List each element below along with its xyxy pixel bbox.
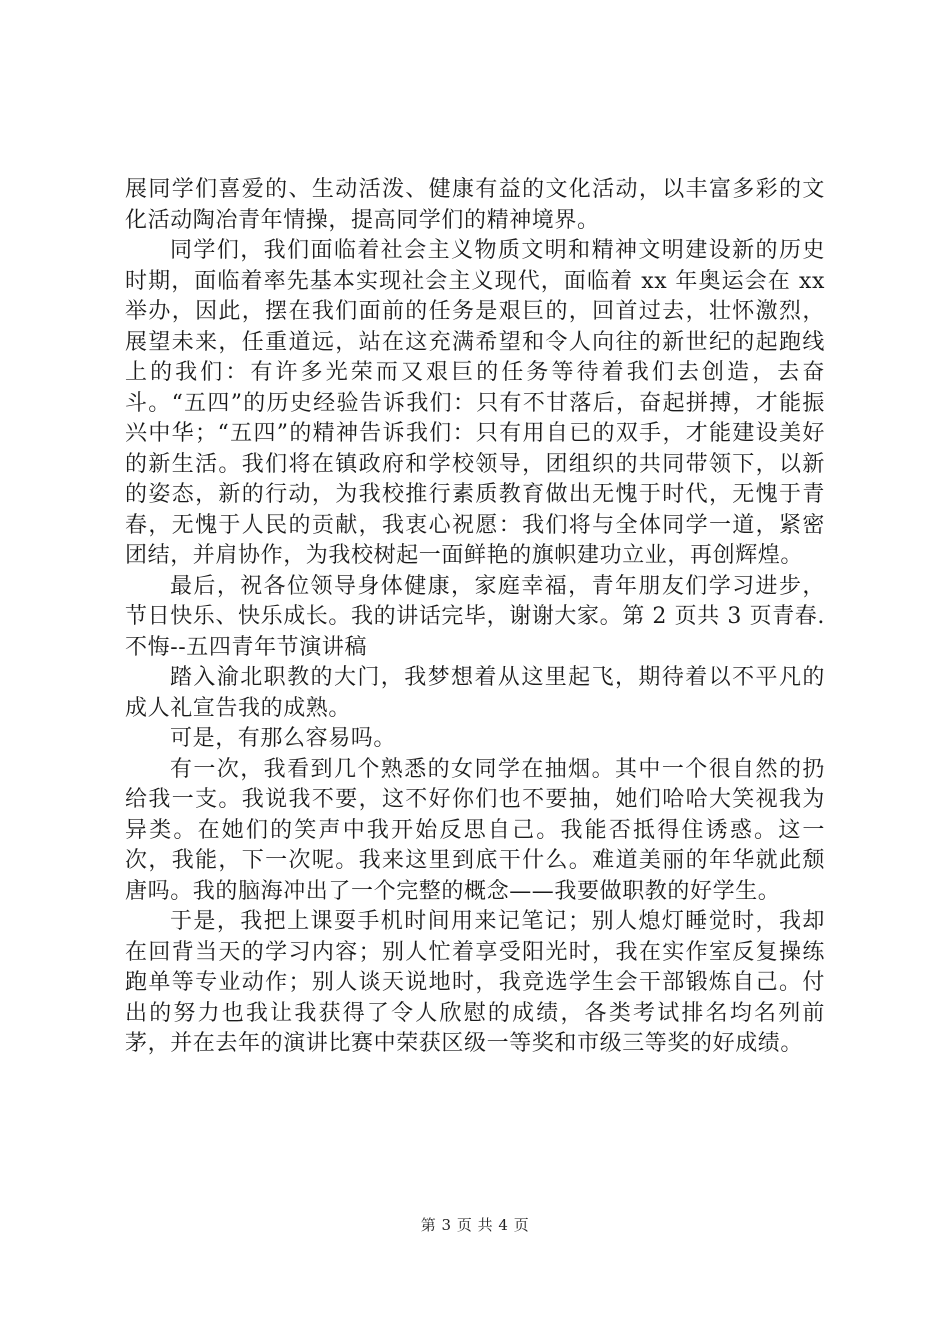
- document-body: [125, 175, 825, 1060]
- paragraph: 有一次，我看到几个熟悉的女同学在抽烟。其中一个很自然的扔给我一支。我说我不要，这不好你们也不要抽，她们哈哈大笑视我为异类。在她们的笑声中我开始反思自己。我能否抵得住诱惑。这一次，我能，下一次呢。我来这里到底干什么。难道美丽的年华就此颓唐吗。我的脑海冲出了一个完整的概念——我要做职教的好学生。: [125, 756, 825, 904]
- paragraph: 展同学们喜爱的、生动活泼、健康有益的文化活动，以丰富多彩的文化活动陶冶青年情操，提高同学们的精神境界。: [125, 177, 825, 233]
- paragraph: 最后，祝各位领导身体健康，家庭幸福，青年朋友们学习进步，节日快乐、快乐成长。我的讲话完毕，谢谢大家。第 2 页共 3 页青春. 不悔--五四青年节演讲稿: [125, 573, 825, 660]
- paragraph: 踏入渝北职教的大门，我梦想着从这里起飞，期待着以不平凡的成人礼宣告我的成熟。: [125, 665, 825, 721]
- paragraph: 可是，有那么容易吗。: [170, 726, 397, 751]
- paragraph: 同学们，我们面临着社会主义物质文明和精神文明建设新的历史时期，面临着率先基本实现社会主义现代，面临着 xx 年奥运会在 xx 举办，因此，摆在我们面前的任务是艰巨的，回首过去，壮怀激烈，展望未来，任重道远，站在这充满希望和令人向往的新世纪的起跑线上的我们：有许多光荣而又艰巨的任务等待着我们去创造，去奋斗。“五四”的历史经验告诉我们：只有不甘落后，奋起拼搏，才能振兴中华；“五四”的精神告诉我们：只有用自已的双手，才能建设美好的新生活。我们将在镇政府和学校领导，团组织的共同带领下，以新的姿态，新的行动，为我校推行素质教育做出无愧于时代，无愧于青春，无愧于人民的贡献，我衷心祝愿：我们将与全体同学一道，紧密团结，并肩协作，为我校树起一面鲜艳的旗帜建功立业，再创辉煌。: [125, 238, 825, 568]
- page-footer: 第 3 页 共 4 页: [420, 1216, 530, 1234]
- paragraph: 于是，我把上课耍手机时间用来记笔记；别人熄灯睡觉时，我却在回背当天的学习内容；别人忙着享受阳光时，我在实作室反复操练跑单等专业动作；别人谈天说地时，我竞选学生会干部锻炼自己。付出的努力也我让我获得了令人欣慰的成绩，各类考试排名均名列前茅，并在去年的演讲比赛中荣获区级一等奖和市级三等奖的好成绩。: [125, 909, 825, 1056]
